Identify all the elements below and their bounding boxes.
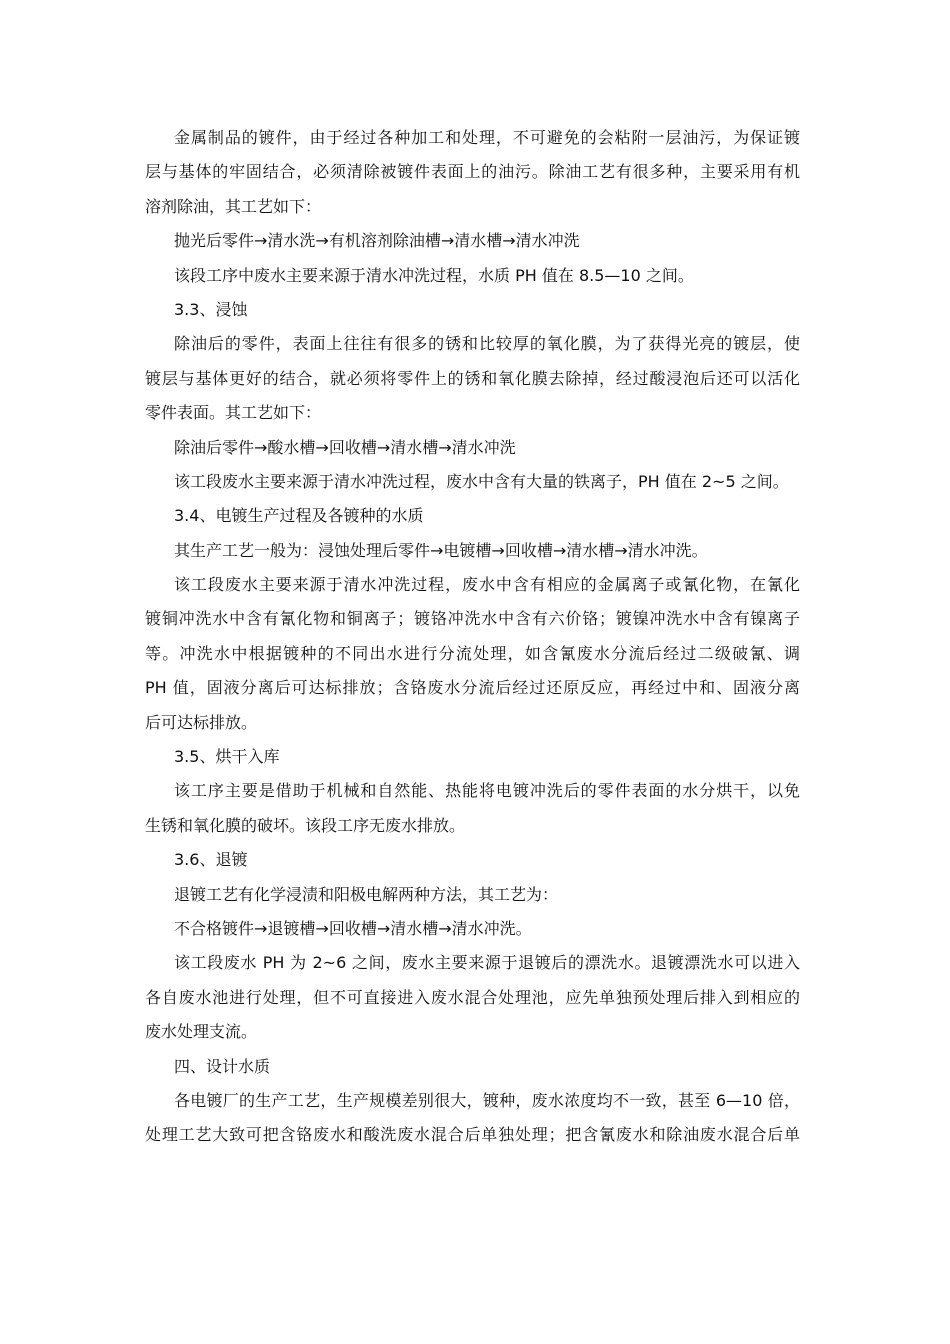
paragraph-line: 等。冲洗水中根据镀种的不同出水进行分流处理，如含氰废水分流后经过二级破氰、调 <box>145 643 800 663</box>
section-heading: 3.4、电镀生产过程及各镀种的水质 <box>174 506 424 526</box>
section-heading: 3.6、退镀 <box>174 850 248 870</box>
process-flow-line: 除油后零件→酸水槽→回收槽→清水槽→清水冲洗 <box>174 437 516 457</box>
paragraph-line: 除油后的零件，表面上往往有很多的锈和比较厚的氧化膜，为了获得光亮的镀层，使 <box>174 334 800 354</box>
paragraph-line: 该工段废水主要来源于清水冲洗过程，废水中含有相应的金属离子或氰化物，在氰化 <box>174 575 800 595</box>
paragraph-line: 该工段废水主要来源于清水冲洗过程，废水中含有大量的铁离子，PH 值在 2~5 之间。 <box>174 471 789 491</box>
paragraph-line: 生锈和氧化膜的破坏。该段工序无废水排放。 <box>145 815 466 835</box>
paragraph-line: 镀层与基体更好的结合，就必须将零件上的锈和氧化膜去除掉，经过酸浸泡后还可以活化 <box>145 368 800 388</box>
paragraph-line: PH 值，固液分离后可达标排放；含铬废水分流后经过还原反应，再经过中和、固液分离 <box>145 678 800 698</box>
process-flow-line: 不合格镀件→退镀槽→回收槽→清水槽→清水冲洗。 <box>174 918 532 938</box>
paragraph-line: 金属制品的镀件，由于经过各种加工和处理，不可避免的会粘附一层油污，为保证镀 <box>174 128 800 147</box>
paragraph-line: 该工段废水 PH 为 2~6 之间，废水主要来源于退镀后的漂洗水。退镀漂洗水可以进入 <box>174 953 800 973</box>
section-heading: 3.3、浸蚀 <box>174 299 248 319</box>
paragraph-line: 溶剂除油，其工艺如下： <box>145 196 322 216</box>
paragraph-line: 该段工序中废水主要来源于清水冲洗过程，水质 PH 值在 8.5—10 之间。 <box>174 265 694 285</box>
process-flow-line: 其生产工艺一般为：浸蚀处理后零件→电镀槽→回收槽→清水槽→清水冲洗。 <box>174 540 708 560</box>
section-heading: 3.5、烘干入库 <box>174 747 280 767</box>
section-heading: 四、设计水质 <box>174 1056 271 1076</box>
paragraph-line: 层与基体的牢固结合，必须清除被镀件表面上的油污。除油工艺有很多种，主要采用有机 <box>145 162 800 182</box>
paragraph-line: 处理工艺大致可把含铬废水和酸洗废水混合后单独处理；把含氰废水和除油废水混合后单 <box>145 1125 800 1145</box>
paragraph-line: 退镀工艺有化学浸渍和阳极电解两种方法，其工艺为： <box>174 884 559 904</box>
paragraph-line: 镀铜冲洗水中含有氰化物和铜离子；镀铬冲洗水中含有六价铬；镀镍冲洗水中含有镍离子 <box>145 609 800 629</box>
paragraph-line: 各电镀厂的生产工艺，生产规模差别很大，镀种，废水浓度均不一致，甚至 6—10 倍， <box>174 1090 800 1110</box>
paragraph-line: 各自废水池进行处理，但不可直接进入废水混合处理池，应先单独预处理后排入到相应的 <box>145 987 800 1007</box>
process-flow-line: 抛光后零件→清水洗→有机溶剂除油槽→清水槽→清水冲洗 <box>174 231 580 251</box>
document-page <box>145 121 800 1153</box>
paragraph-line: 废水处理支流。 <box>145 1022 258 1042</box>
paragraph-line: 该工序主要是借助于机械和自然能、热能将电镀冲洗后的零件表面的水分烘干，以免 <box>174 781 800 801</box>
paragraph-line: 后可达标排放。 <box>145 712 258 732</box>
paragraph-line: 零件表面。其工艺如下： <box>145 403 322 423</box>
